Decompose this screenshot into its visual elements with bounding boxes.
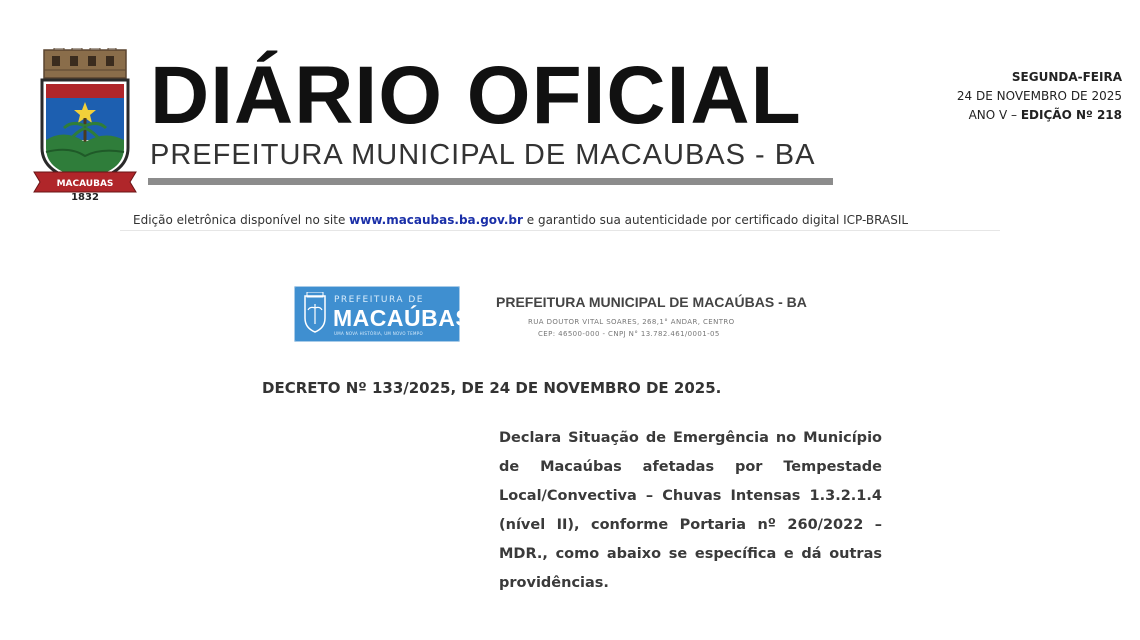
site-note-prefix: Edição eletrônica disponível no site [133, 213, 350, 227]
crest-year: 1832 [71, 192, 99, 200]
electronic-edition-note [133, 213, 908, 227]
edition-weekday: SEGUNDA-FEIRA [1011, 70, 1122, 84]
city-emblem-icon [302, 292, 328, 334]
edition-year-prefix: ANO V – [968, 108, 1021, 122]
edition-info [957, 68, 1122, 125]
logo-prefeitura-text: PREFEITURA DE [334, 295, 424, 305]
header-divider [148, 178, 833, 185]
letterhead-name: PREFEITURA MUNICIPAL DE MACAÚBAS - BA [496, 294, 807, 310]
letterhead-cep-cnpj: CEP: 46500-000 - CNPJ N° 13.782.461/0001-05 [538, 330, 720, 338]
municipal-crest-logo [30, 48, 140, 200]
logo-macaubas-text: MACAÚBAS [333, 305, 472, 331]
decree-summary: Declara Situação de Emergência no Município de Macaúbas afetadas por Tempestade Local/Convectiva – Chuvas Intensas 1.3.2.1.4 (nível II), conforme Portaria nº 260/2022 – MDR., como abaixo se específica e dá outras providências. [499, 430, 882, 591]
edition-date: 24 DE NOVEMBRO DE 2025 [956, 89, 1122, 103]
gazette-subtitle: PREFEITURA MUNICIPAL DE MACAUBAS - BA [150, 139, 816, 171]
note-divider [120, 230, 1000, 231]
decree-title: DECRETO Nº 133/2025, DE 24 DE NOVEMBRO DE 2025. [262, 379, 722, 397]
crest-banner-text: MACAUBAS [56, 179, 114, 189]
edition-number [957, 106, 1122, 125]
site-note-suffix: e garantido sua autenticidade por certificado digital ICP-BRASIL [522, 213, 909, 227]
letterhead-address: RUA DOUTOR VITAL SOARES, 268,1° ANDAR, CENTRO [528, 318, 735, 326]
website-link[interactable]: www.macaubas.ba.gov.br [349, 213, 523, 227]
edition-label: EDIÇÃO Nº 218 [1020, 108, 1122, 122]
logo-tagline: UMA NOVA HISTÓRIA, UM NOVO TEMPO [334, 331, 423, 336]
gazette-title: DIÁRIO OFICIAL [150, 50, 802, 141]
city-hall-logo [294, 286, 472, 342]
